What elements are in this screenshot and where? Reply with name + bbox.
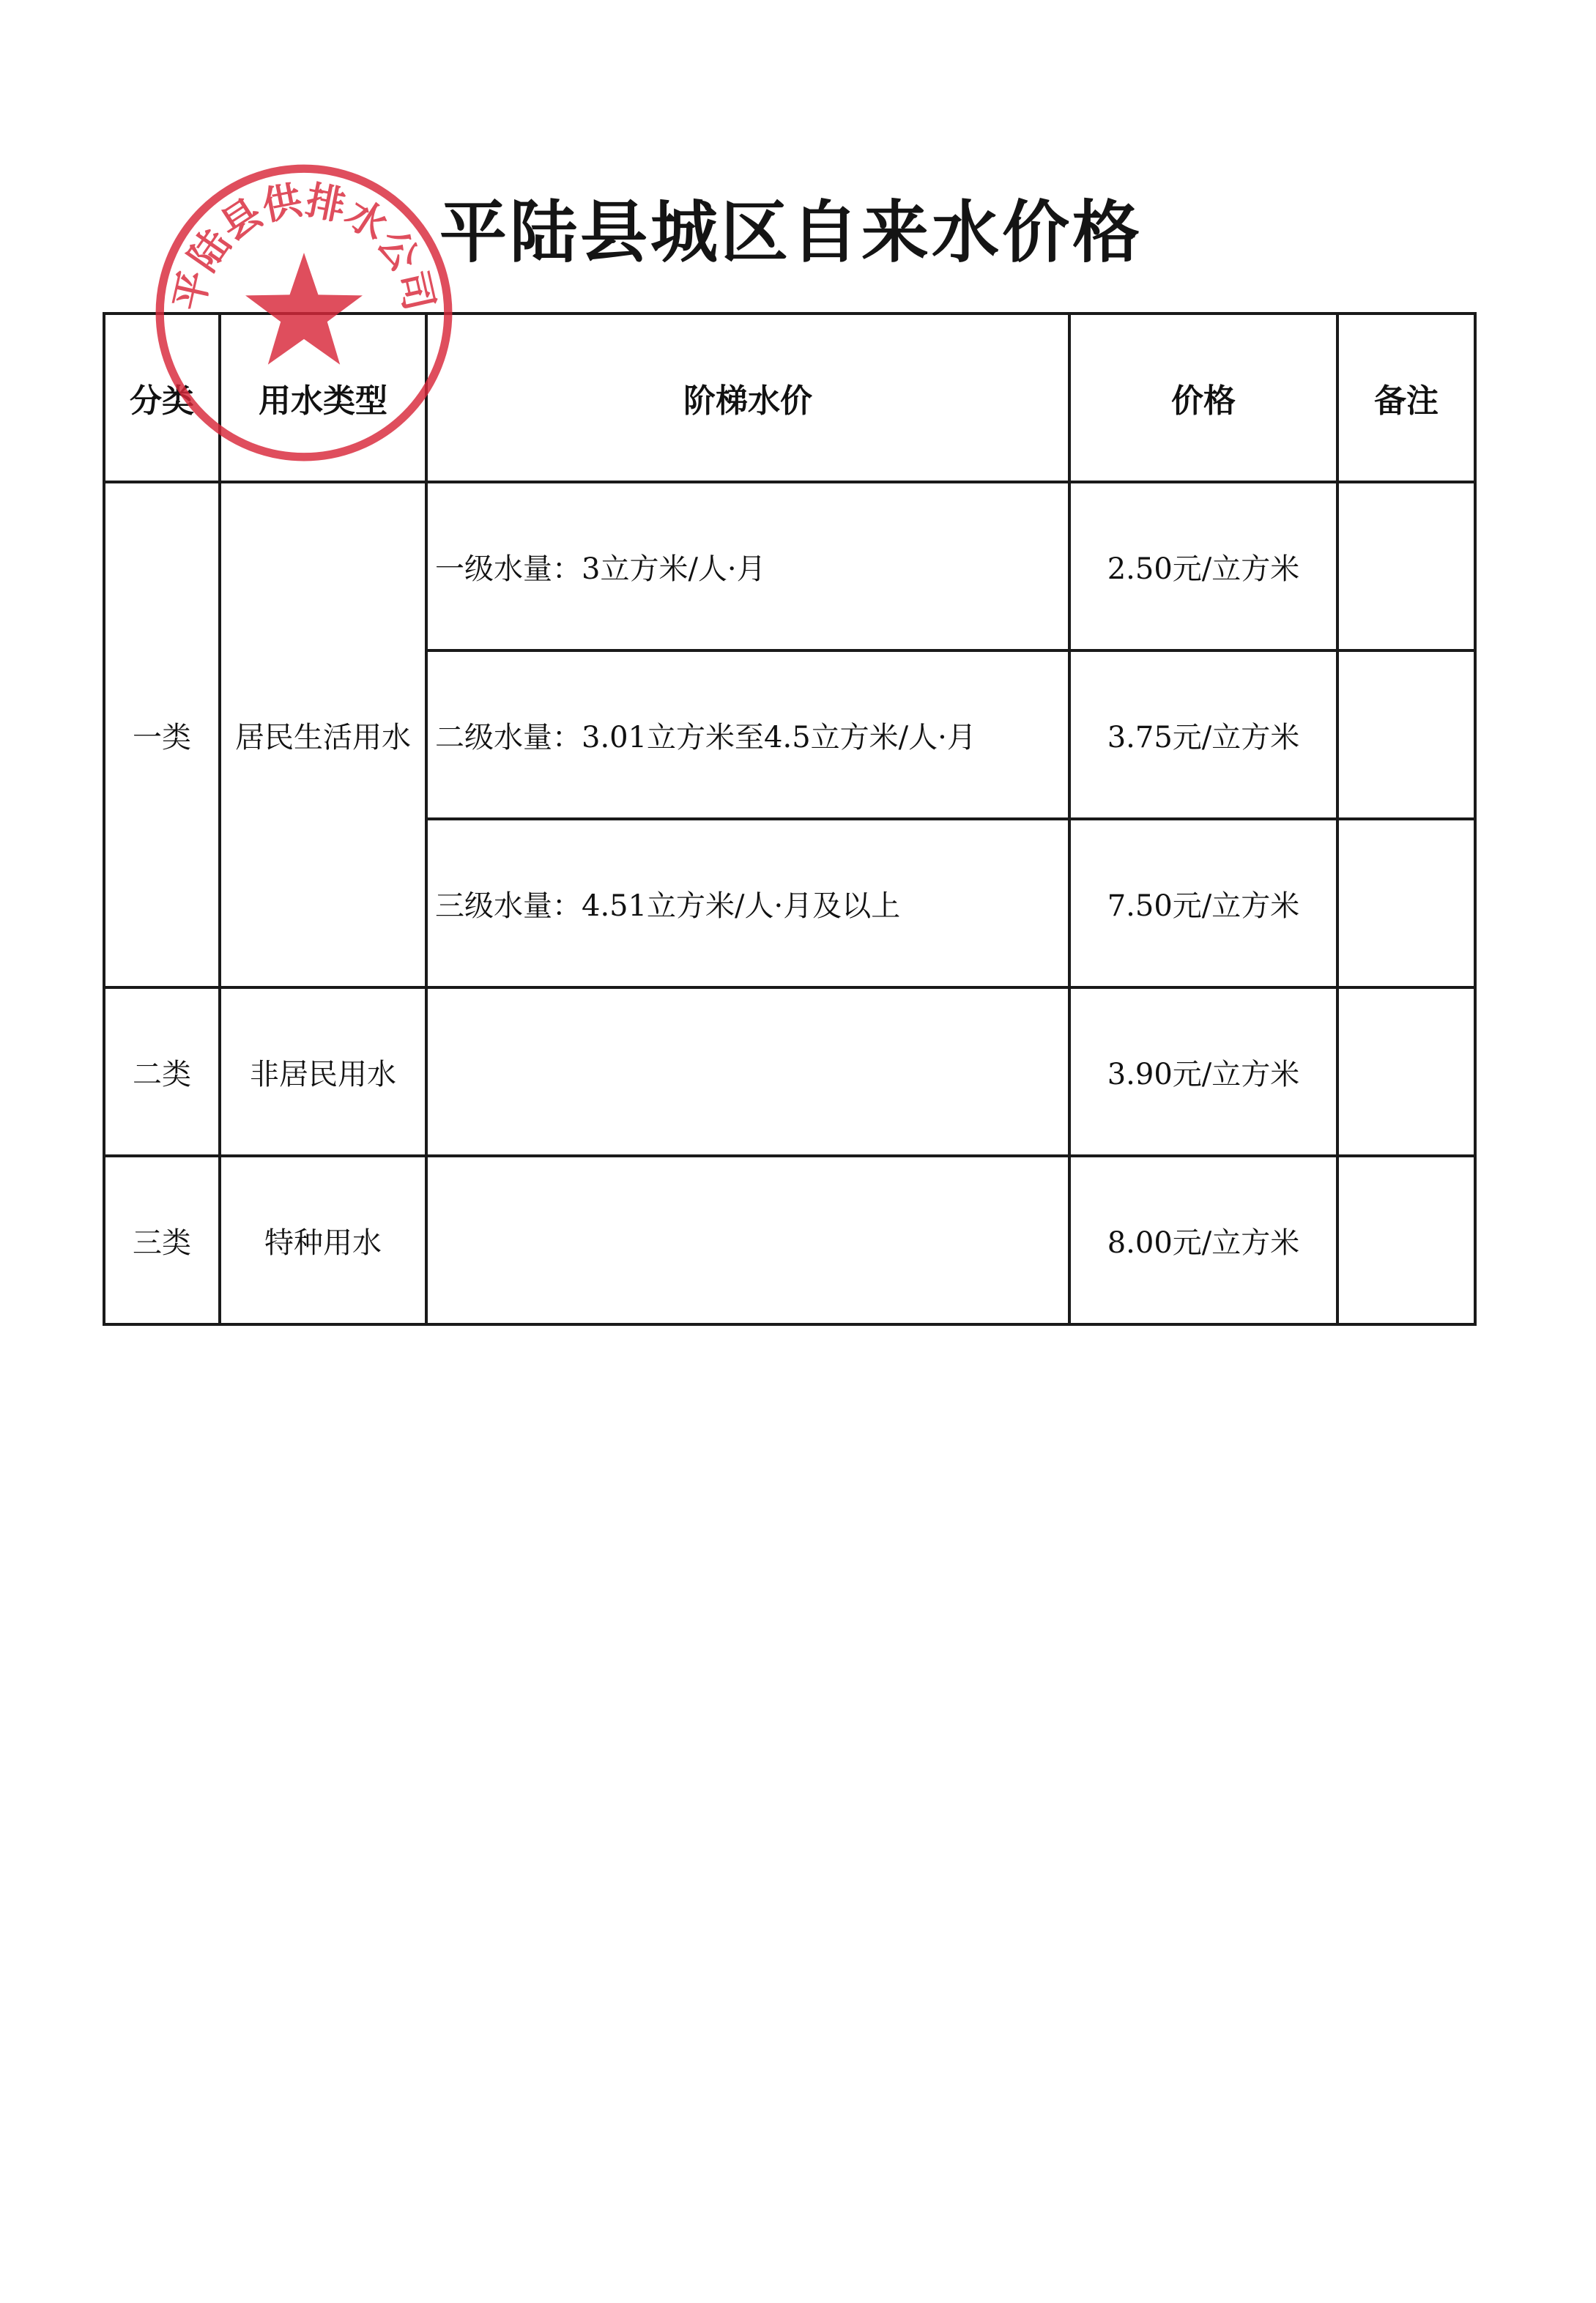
water-price-table [103,312,1477,1326]
table-row [104,482,1475,650]
class3-category: 三类 [104,1156,220,1324]
class1-water-type: 居民生活用水 [220,482,426,987]
table-header-row [104,314,1475,482]
class2-tier [426,987,1069,1156]
tier1-price: 2.50元/立方米 [1069,482,1337,650]
tier3-price: 7.50元/立方米 [1069,819,1337,987]
class3-price: 8.00元/立方米 [1069,1156,1337,1324]
class3-tier [426,1156,1069,1324]
class2-remarks [1337,987,1475,1156]
seal-text [166,177,442,315]
header-tier: 阶梯水价 [426,314,1069,482]
tier2-price: 3.75元/立方米 [1069,650,1337,819]
header-price: 价格 [1069,314,1337,482]
class1-category: 一类 [104,482,220,987]
tier3-quantity: 三级水量：4.51立方米/人·月及以上 [426,819,1069,987]
table-row [104,987,1475,1156]
class3-remarks [1337,1156,1475,1324]
seal-text-path: 平陆县供排水公司 [166,177,442,315]
class2-category: 二类 [104,987,220,1156]
tier3-remarks [1337,819,1475,987]
class3-water-type: 特种用水 [220,1156,426,1324]
tier1-quantity: 一级水量：3立方米/人·月 [426,482,1069,650]
table-row [104,1156,1475,1324]
tier2-quantity: 二级水量：3.01立方米至4.5立方米/人·月 [426,650,1069,819]
header-remarks: 备注 [1337,314,1475,482]
class2-water-type: 非居民用水 [220,987,426,1156]
class2-price: 3.90元/立方米 [1069,987,1337,1156]
tier2-remarks [1337,650,1475,819]
header-water-type: 用水类型 [220,314,426,482]
header-category: 分类 [104,314,220,482]
tier1-remarks [1337,482,1475,650]
page-title: 平陆县城区自来水价格 [439,193,1143,272]
